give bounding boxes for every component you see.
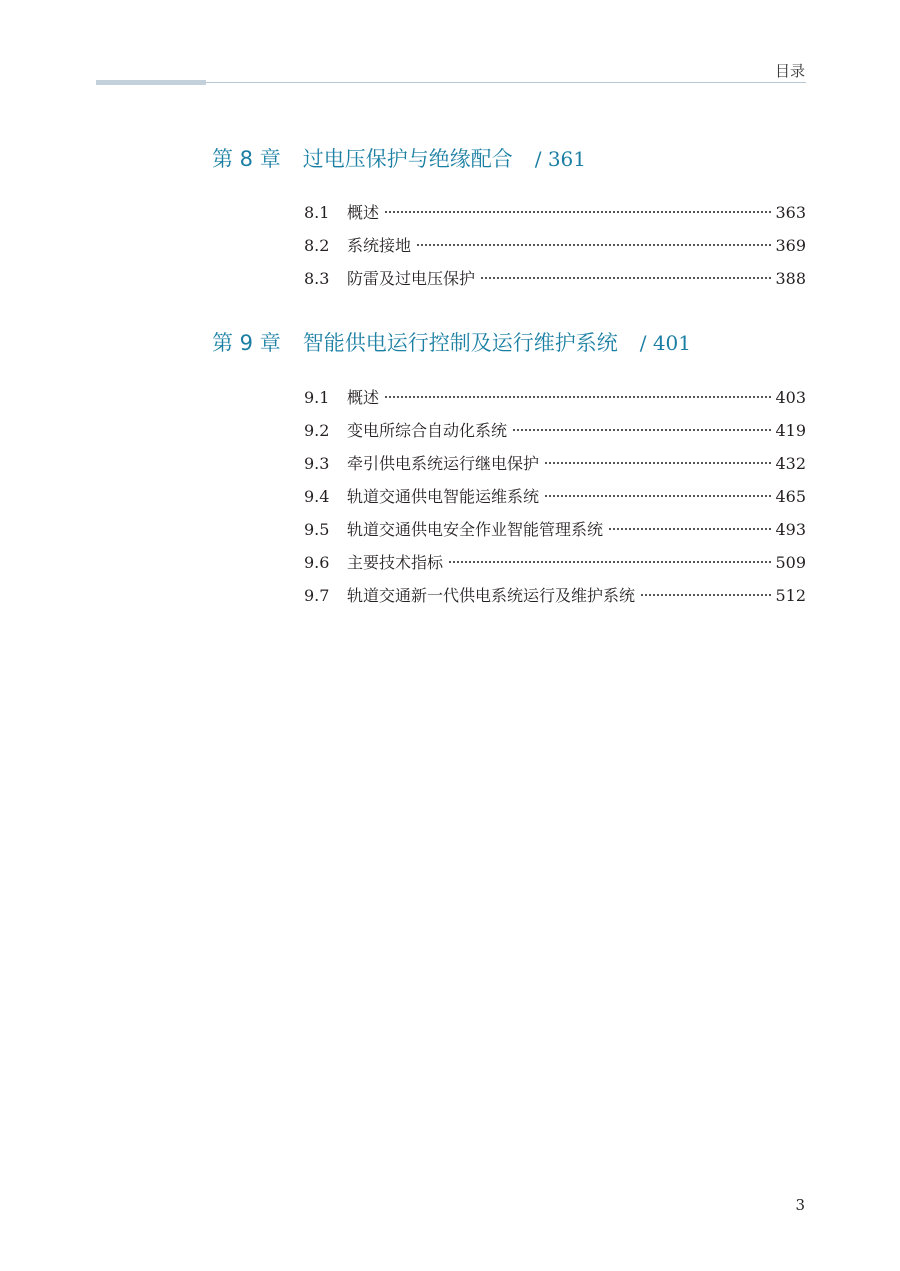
toc-entry-number: 9.4 bbox=[304, 487, 330, 506]
toc-entry-number: 9.2 bbox=[304, 421, 330, 440]
dot-leader bbox=[481, 277, 771, 279]
toc-entry[interactable] bbox=[304, 262, 806, 295]
section-list bbox=[304, 381, 806, 612]
toc-entry-title: 牵引供电系统运行继电保护 bbox=[347, 454, 540, 473]
chapter-number: 第 8 章 bbox=[212, 147, 281, 171]
dot-leader bbox=[609, 528, 771, 530]
toc-entry-page: 465 bbox=[775, 487, 806, 506]
toc-entry[interactable] bbox=[304, 546, 806, 579]
toc-entry-number: 9.1 bbox=[304, 388, 330, 407]
toc-entry-number: 8.2 bbox=[304, 236, 330, 255]
chapter-heading[interactable] bbox=[212, 143, 586, 173]
toc-entry-page: 369 bbox=[775, 236, 806, 255]
toc-entry-title: 主要技术指标 bbox=[347, 553, 444, 572]
dot-leader bbox=[385, 211, 771, 213]
toc-entry-number: 9.3 bbox=[304, 454, 330, 473]
toc-entry-page: 388 bbox=[775, 269, 806, 288]
toc-entry-page: 512 bbox=[775, 586, 806, 605]
toc-entry[interactable] bbox=[304, 229, 806, 262]
toc-entry-number: 9.6 bbox=[304, 553, 330, 572]
toc-entry[interactable] bbox=[304, 513, 806, 546]
dot-leader bbox=[513, 429, 771, 431]
page-number: 3 bbox=[795, 1196, 805, 1214]
toc-entry-title: 变电所综合自动化系统 bbox=[347, 421, 508, 440]
toc-entry[interactable] bbox=[304, 196, 806, 229]
toc-entry-number: 9.5 bbox=[304, 520, 330, 539]
dot-leader bbox=[545, 462, 771, 464]
toc-entry-page: 419 bbox=[775, 421, 806, 440]
toc-entry-title: 概述 bbox=[347, 388, 380, 407]
chapter-page: / 401 bbox=[639, 331, 691, 355]
toc-entry-title: 轨道交通新一代供电系统运行及维护系统 bbox=[347, 586, 636, 605]
chapter-page: / 361 bbox=[534, 147, 586, 171]
toc-entry-page: 363 bbox=[775, 203, 806, 222]
dot-leader bbox=[449, 561, 771, 563]
chapter-title: 过电压保护与绝缘配合 bbox=[302, 147, 513, 171]
toc-entry[interactable] bbox=[304, 447, 806, 480]
toc-entry[interactable] bbox=[304, 480, 806, 513]
toc-entry[interactable] bbox=[304, 414, 806, 447]
section-list bbox=[304, 196, 806, 295]
dot-leader bbox=[545, 495, 771, 497]
chapter-heading[interactable] bbox=[212, 327, 691, 357]
toc-entry-number: 9.7 bbox=[304, 586, 330, 605]
toc-entry[interactable] bbox=[304, 381, 806, 414]
toc-entry-page: 493 bbox=[775, 520, 806, 539]
toc-entry-page: 403 bbox=[775, 388, 806, 407]
toc-entry-page: 509 bbox=[775, 553, 806, 572]
toc-entry-title: 系统接地 bbox=[347, 236, 412, 255]
toc-entry-title: 轨道交通供电安全作业智能管理系统 bbox=[347, 520, 604, 539]
dot-leader bbox=[641, 594, 771, 596]
toc-entry-number: 8.3 bbox=[304, 269, 330, 288]
toc-entry[interactable] bbox=[304, 579, 806, 612]
toc-entry-title: 轨道交通供电智能运维系统 bbox=[347, 487, 540, 506]
header-accent-bar bbox=[96, 80, 206, 85]
header-section-label: 目录 bbox=[774, 62, 805, 80]
toc-entry-number: 8.1 bbox=[304, 203, 330, 222]
toc-entry-title: 概述 bbox=[347, 203, 380, 222]
dot-leader bbox=[385, 396, 771, 398]
toc-entry-title: 防雷及过电压保护 bbox=[347, 269, 476, 288]
dot-leader bbox=[417, 244, 771, 246]
chapter-number: 第 9 章 bbox=[212, 331, 281, 355]
toc-entry-page: 432 bbox=[775, 454, 806, 473]
chapter-title: 智能供电运行控制及运行维护系统 bbox=[302, 331, 618, 355]
